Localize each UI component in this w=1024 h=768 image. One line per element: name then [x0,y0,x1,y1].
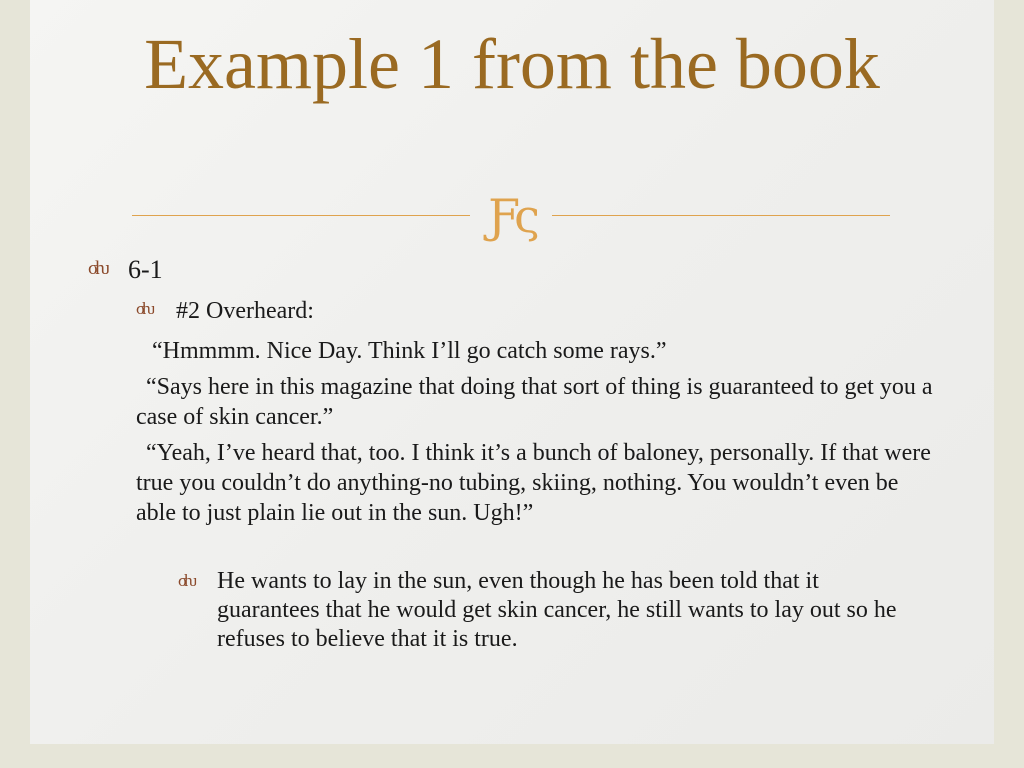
svg-text:Ƒς: Ƒς [488,189,534,243]
quote-paragraph-3: “Yeah, I’ve heard that, too. I think it’s a bunch of baloney, personally. If that were true you couldn’t do anything-no tubing, skiing, nothing. You wouldn’t even be able to just plain lie out in the sun. Ugh!” [136,440,931,526]
quote-paragraph-2: “Says here in this magazine that doing that sort of thing is guaranteed to get you a case of skin cancer.” [136,374,933,430]
title-divider-right [552,215,890,216]
bullet-level-2: #2 Overheard: [176,298,314,324]
bullet-level-3: He wants to lay in the sun, even though he has been told that it guarantees that he would get skin cancer, he still wants to lay out so he refuses to believe that it is true. [217,568,897,652]
bullet-level-1: 6-1 [128,255,163,284]
ornamental-bullet-icon: σƕ [88,258,107,279]
ornamental-divider-svg [470,188,552,244]
slide-title: Example 1 from the book [144,24,880,104]
quote-paragraph-1: “Hmmmm. Nice Day. Think I’ll go catch some rays.” [152,338,667,364]
ornamental-divider-icon [470,188,552,244]
ornamental-bullet-icon: σƕ [136,299,153,318]
title-divider-left [132,215,470,216]
ornamental-bullet-icon: σƕ [178,571,195,590]
